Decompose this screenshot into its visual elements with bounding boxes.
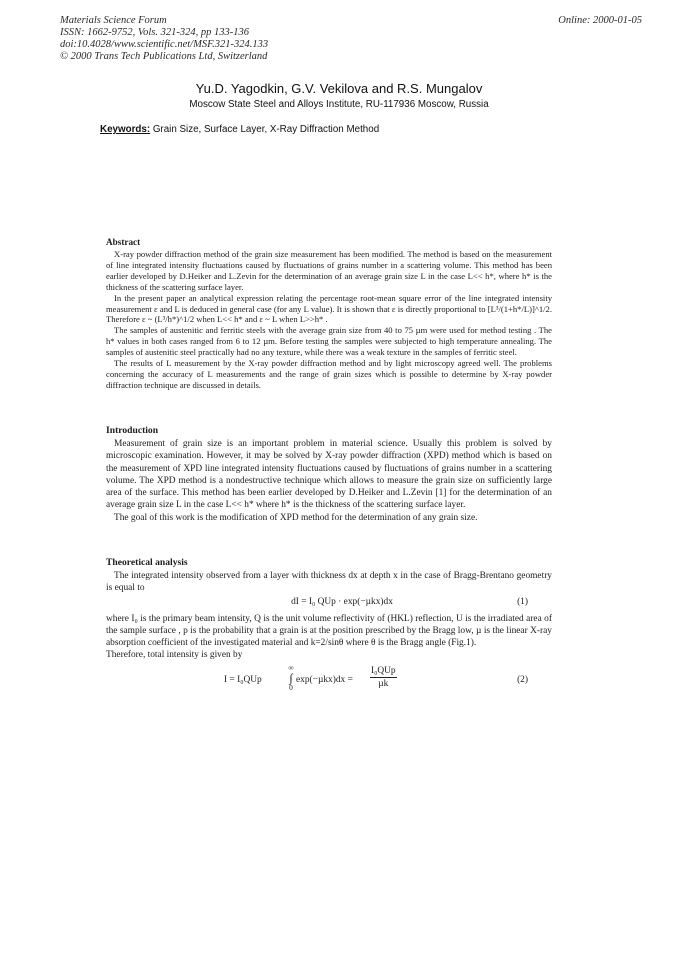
integral-symbol: ∫ [289,670,293,685]
keywords-text: Grain Size, Surface Layer, X-Ray Diffraction Method [150,124,380,135]
theory-paragraph-1: The integrated intensity observed from a layer with thickness dx at depth x in the case of Bragg-Brentano geometry is equal to [106,571,552,594]
abstract-paragraph-4: The results of L measurement by the X-ray powder diffraction method and by light microscopy agreed well. The problems concerning the accuracy of L measurements and the range of grain sizes which is possible to determine by X-ray powder diffraction technique are discussed in details. [106,358,552,390]
abstract-paragraph-2: In the present paper an analytical expression relating the percentage root-mean square error of the line integrated intensity measurement ε and L is deduced in general case (for any L value). It is shown that ε is directly proportional to [L³/(1+h*/L)]^1/2. Therefore ε ~ (L³/h*)^1/2 when L<< h* and ε ~ L when L>>h* . [106,292,552,325]
abstract-heading: Abstract [106,237,141,247]
issn-line: ISSN: 1662-9752, Vols. 321-324, pp 133-136 [60,27,249,38]
equation-2-lhs: I = I₀QUp [224,674,262,685]
integral-upper-limit: ∞ [288,662,294,672]
introduction-section [106,425,552,524]
introduction-paragraph-1: Measurement of grain size is an important problem in material science. Usually this problem is solved by microscopic examination. However, it may be solved by X-ray powder diffraction (XPD) method which is based on the measurement of XPD line integrated intensity fluctuations caused by fluctuations of grains number in a scattering volume. The XPD method is a nondestructive technique which allows to measure the grain size on sufficiently large area of the surface. This method has been earlier developed by D.Heiker and L.Zevin [1] for the determination of an average grain size L in the case L<< h* where h* is the thickness of the scattering surface layer. [106,439,552,511]
journal-header [60,15,268,63]
theory-section [106,557,552,700]
theory-heading: Theoretical analysis [106,557,188,568]
theory-paragraph-2: where I₀ is the primary beam intensity, Q is the unit volume reflectivity of (HKL) reflection, U is the irradiated area of the sample surface , p is the probability that a grain is at the position prescribed by the Bragg low, µ is the linear X-ray absorption coefficient of the investigated material and k=2/sinθ where θ is the Bragg angle (Fig.1). [106,613,552,649]
abstract-paragraph-3: The samples of austenitic and ferritic steels with the average grain size from 40 to 75 µm were used for method testing . The h* values in both cases ranged from 6 to 12 µm. Before testing the samples were subjected to high temperature annealing. The samples of austenitic steel practically had no any texture, while there was a weak texture in the samples of ferritic steel. [106,325,552,358]
equation-2-number: (2) [517,674,528,685]
keywords-label: Keywords: [100,124,151,135]
equation-2-integrand: exp(−µkx)dx = [296,674,353,685]
abstract-paragraph-1: X-ray powder diffraction method of the grain size measurement has been modified. The method is based on the measurement of line integrated intensity fluctuations caused by fluctuations of grains number in a scattering volume. This method has been earlier developed by D.Heiker and L.Zevin for the determination of an average grain size L in the case L<< h*, where h* is the thickness of the scattering surface layer. [106,249,552,292]
fraction-numerator: I₀QUp [371,665,396,676]
introduction-heading: Introduction [106,425,159,436]
affiliation: Moscow State Steel and Alloys Institute, RU-117936 Moscow, Russia [189,99,489,110]
equation-2 [106,664,552,698]
equation-1-body: dI = I₀ QUp · exp(−µkx)dx [291,596,393,607]
equation-2-fraction [370,666,397,690]
fraction-denominator: µk [378,678,389,689]
authors: Yu.D. Yagodkin, G.V. Vekilova and R.S. Mungalov [195,81,483,96]
integral-lower-limit: 0 [289,682,293,692]
theory-paragraph-3: Therefore, total intensity is given by [106,650,243,661]
abstract-section [106,236,552,391]
online-date: Online: 2000-01-05 [558,15,642,26]
keywords-line [100,124,379,135]
equation-1 [106,596,552,611]
copyright-line: © 2000 Trans Tech Publications Ltd, Switzerland [60,51,268,62]
journal-name: Materials Science Forum [60,15,167,26]
equation-1-number: (1) [517,596,528,607]
introduction-paragraph-2: The goal of this work is the modification of XPD method for the determination of any grain size. [114,512,478,523]
doi-line: doi:10.4028/www.scientific.net/MSF.321-324.133 [60,39,269,50]
